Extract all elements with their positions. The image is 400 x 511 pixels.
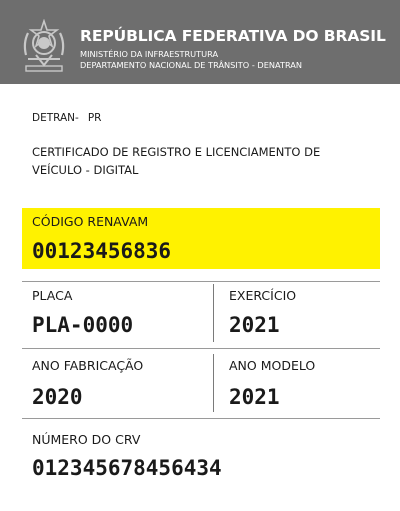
header-department: DEPARTAMENTO NACIONAL DE TRÂNSITO - DENATRAN (80, 60, 303, 70)
header-ministry: MINISTÉRIO DA INFRAESTRUTURA (80, 49, 219, 59)
renavam-label: CÓDIGO RENAVAM (32, 214, 149, 229)
numero-crv-value: 012345678456434 (32, 456, 222, 480)
header-title: REPÚBLICA FEDERATIVA DO BRASIL (80, 27, 386, 45)
ano-modelo-label: ANO MODELO (229, 358, 316, 373)
ano-fabricacao-value: 2020 (32, 385, 83, 409)
detran-line (32, 112, 101, 124)
exercicio-label: EXERCÍCIO (229, 288, 297, 303)
brazil-coat-of-arms-icon (20, 19, 68, 75)
placa-value: PLA-0000 (32, 313, 134, 337)
divider (22, 348, 380, 349)
header-banner (0, 0, 400, 84)
certificate-title: CERTIFICADO DE REGISTRO E LICENCIAMENTO DE VEÍCULO - DIGITAL (32, 145, 321, 177)
exercicio-value: 2021 (229, 313, 280, 337)
divider (22, 281, 380, 282)
column-divider (213, 354, 214, 412)
detran-uf: PR (87, 112, 102, 124)
numero-crv-label: NÚMERO DO CRV (32, 432, 141, 447)
ano-modelo-value: 2021 (229, 385, 280, 409)
placa-label: PLACA (32, 288, 73, 303)
column-divider (213, 284, 214, 342)
renavam-value: 00123456836 (32, 239, 172, 263)
ano-fabricacao-label: ANO FABRICAÇÃO (32, 358, 144, 373)
detran-label: DETRAN- (32, 112, 79, 124)
divider (22, 418, 380, 419)
